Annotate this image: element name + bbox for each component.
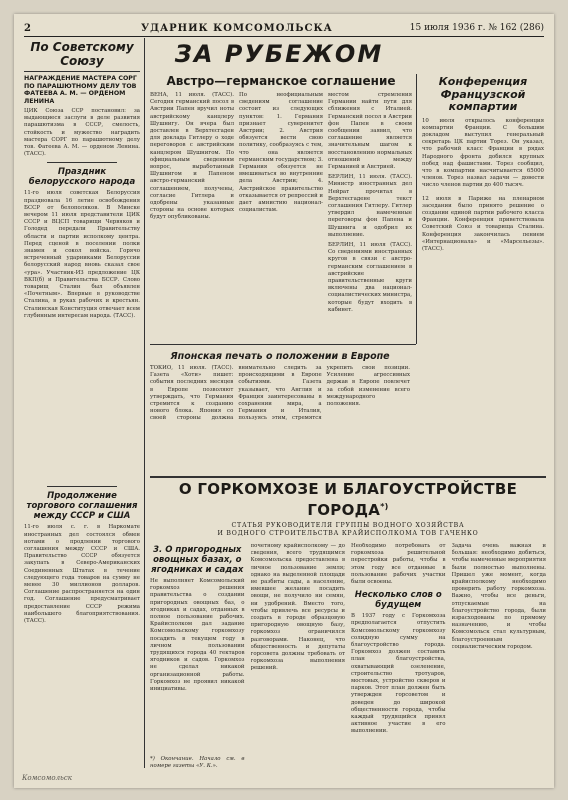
holiday-headline: Праздник белорусского народа	[28, 167, 136, 188]
trade-headline: Продолжение торгового соглашения между СССР и США	[26, 491, 138, 522]
issue-date: 15 июля 1936 г. № 162 (286)	[409, 23, 544, 33]
gorkomkhoz-subtitle-2: И ВОДНОГО СТРОИТЕЛЬСТВА КРАЙИСПОЛКОМА ТОВ ГАЧЕНКО	[217, 530, 479, 537]
conference-text: 10 июля открылось конференция компартии Франции. С большим докладом выступил генеральный секретарь ЦК партии Торез. Он указал, что рабочий класс Франции в рядах Народного фронта добился крупных побед над фашистами. Торез сообщил, что в компартии насчитывается 65000 членов. Торез назвал задачи — довести число членов партии до 400 тысяч.	[422, 117, 544, 189]
conference-text-2: 12 июля в Париже на пленарном заседании было принято решение о создании единой партии рабочего класса Франции. Конференция приветствовала Советский Союз и товарища Сталина. Конференция закончилась пением «Интернационала» и «Марсельезы». (ТАСС).	[422, 195, 544, 252]
award-text: ЦИК Союза ССР постановил: за выдающиеся заслуги в деле развития парашютизма в СССР, смелость, стойкость и мужество наградить мастера СОРГ по парашютному делу тов. Фатеева А. М. — орденом Ленина. (ТАСС).	[24, 108, 140, 158]
page-header	[24, 20, 544, 37]
gorkomkhoz-col-2: почетному крайисполкому — до сведения, всего трудящимся Комсомольска предоставлена в личное пользование земля; однако на выделенной площади не разбиты сады, а население, имевшее желание посадить овощи, не получило ни семян, ни удобрений. Вместо того, чтобы привлечь все ресурсы и создать в городе образцовую пригородную овощную базу, горкомхоз ограничился разговорами. Наконец, что общественность и депутаты горсовета должны требовать от горкомхоза выполнения решений.	[250, 543, 345, 672]
gorkomkhoz-title-text: О ГОРКОМХОЗЕ И БЛАГОУСТРОЙСТВЕ ГОРОДА	[178, 480, 518, 519]
french-party-conference	[422, 76, 544, 476]
japan-press-article	[150, 348, 410, 470]
austro-col-3: местом стремления Германии найти пути для сближения с Италией. Германский посол в Австрии фон Папен в своем сообщении заявил, что соглашение является значительным шагом к восстановлению нормальных отношений между Германией и Австрией.	[328, 92, 412, 171]
rubric-soviet-union: По Советскому Союзу	[30, 40, 134, 68]
gorkomkhoz-footnote: *) Окончание. Начало см. в номере газеты «У. К.».	[150, 756, 245, 770]
holiday-text: 11-го июля советская Белоруссия праздновала 16 летие освобождения БССР от белополяков. В Минске вечером 11 июля представители ЦИК СССР и ВЦСП товарищи Червяков и Голодед передали Правительству области и партии исполкому центра. Перед сценой в поселении полки знамен и сокол войска. Горячо встреченный ударниками Белоруссии белорусский народ вновь сказал свое «ура». Участник-ИЗ предложение ЦК ВКП(б) и Правительства БССР. Слово товарищ Сталин был объявлен «Почетным». Впервые в руководстве Сталина, в руках рабочих и крестьян. Сталинская Конституция отвечает всем глубинным интересам народа. (ТАСС).	[24, 190, 140, 319]
austro-german-title: Австро—германское соглашение	[166, 74, 396, 88]
gorkomkhoz-subtitle-1: СТАТЬЯ РУКОВОДИТЕЛЯ ГРУППЫ ВОДНОГО ХОЗЯЙСТВА	[231, 522, 465, 529]
conference-title: Конференция Французской компартии	[438, 76, 528, 113]
trade-text: 11-го июля с. г. в Наркомате иностранных дел состоялся обмен нотами о продлении торгового соглашения между СССР и США. Правительство СССР обязуется закупать в Северо-Американских Соединенных Штатах в течение следующего года товаров на сумму не менее 30 миллионов долларов. Соглашение распространяется на один год. Соглашение предусматривает предоставление СССР режима наибольшего благоприятствования. (ТАСС).	[24, 524, 140, 625]
berlin-dispatch-2: БЕРЛИН, 11 июля (ТАСС). Со сведениями иностранных кругов в связи с австро-германским соглашением в австрийские правительственные круги включены два национал-социалистических министра, которые будут входить в кабинет.	[328, 242, 412, 313]
austro-german-article	[150, 74, 412, 340]
award-headline: НАГРАЖДЕНИЕ МАСТЕРА СОРГ ПО ПАРАШЮТНОМУ ДЕЛУ ТОВ ФАТЕЕВА А. М. — ОРДЕНОМ ЛЕНИНА	[24, 75, 137, 105]
gorkomkhoz-article	[150, 480, 546, 770]
gorkomkhoz-title	[150, 480, 546, 519]
gorkomkhoz-col-4: Задача очень важная и большая: необходимо добиться, чтобы намеченные мероприятия были полностью выполнены. Пришел уже момент, когда крайисполкому необходимо проверить работу горкомхоза. Важно, чтобы все деньги, отпускаемые на благоустройство города, были израсходованы по прямому назначению, и чтобы Комсомольск стал культурным, благоустроенным социалистическим городом.	[451, 543, 546, 650]
section-future: Несколько слов о будущем	[354, 590, 442, 611]
left-column	[24, 38, 140, 768]
gorkomkhoz-col-3: Необходимо потребовать от горкомхоза решительной перестройки работы, чтобы в этом году все отданные в пользование рабочих участки были освоены.	[351, 543, 446, 586]
abroad-headline: ЗА РУБЕЖОМ	[174, 40, 384, 68]
newspaper-page	[14, 14, 554, 788]
gorkomkhoz-col-3b: В 1937 году с Горкомхоза предполагается отпустить Комсомольскому горкомхозу солидную сумму на благоустройство города. Горкомхоз должен составить план благоустройства, охватывающий озеленение, строительство тротуаров, мостовых, устройство скверов и парков. Этот план должен быть утвержден горсоветом и доведен до широкой общественности города, чтобы каждый трудящийся принял активное участие в его выполнении.	[351, 613, 446, 735]
japan-press-text: ТОКИО, 11 июля. (ТАСС). Газета «Хоти» пишет: события последних месяцев в Европе позволяют утверждать, что Германия стремится к созданию нового блока. Япония со своей стороны должна внимательно следить за происходящими в Европе событиями. Газета указывает, что Англия и Франция заинтересованы в сохранении мира, а Германия и Италия, пользуясь этим, стремятся укрепить свои позиции. Усиление агрессивных держав в Европе повлечет за собой изменение всего международного положения.	[150, 365, 410, 422]
section-vegetable-bases: 3. О пригородных овощных базах, о ягодниках и садах	[151, 545, 244, 575]
handwritten-note: Комсомольск	[22, 774, 72, 782]
austro-col-1: ВЕНА, 11 июля. (ТАСС). Сегодня германский посол в Австрии Папен вручил ноты австрийскому канцлеру Шушнигу. Он вчера был доставлен в Верхтесгаден для доклада Гитлеру о ходе переговоров с австрийским канцлером Шушнигом. По официальным сведениям вопрос, выработанный Шушнигом и Папеном австро-германский соглашением, получены, согласие Гитлера и одобрены указанные стороны на основе которых будут опубликованы.	[150, 92, 234, 221]
gorkomkhoz-col-1: Не выполняет Комсомольский горкомхоз решения правительства о создании пригородных овощных баз, о ягодниках и садах, отданных в полное пользование рабочих. Крайисполком дал задание Комсомольскому горкомхозу посадить в текущем году в личном пользовании трудящихся города 40 гектаров ягодников и садов. Горкомхоз не сделал никакой организационной работы. Горкомхоз не проявил никакой инициативы.	[150, 578, 245, 693]
gorkomkhoz-footnote-ref: *)	[380, 502, 389, 511]
newspaper-title: УДАРНИК КОМСОМОЛЬСКА	[140, 22, 333, 34]
austro-col-2: По неофициальным сведениям соглашение состоит из следующих пунктов: 1. Германия признает суверенитет Австрии; 2. Австрия обязуется вести свою политику, сообразуясь с тем, что она является германским государством; 3. Германия обязуется не вмешиваться во внутренние дела Австрии; 4. Австрийское правительство отказывается от репрессий и дает амнистию национал-социалистам.	[239, 92, 323, 214]
japan-press-title: Японская печать о положении в Европе	[170, 351, 390, 362]
page-number: 2	[24, 22, 31, 34]
berlin-dispatch-1: БЕРЛИН, 11 июля. (ТАСС). Министр иностранных дел Нейрат прочитал в Верхтесгадене текст соглашения Гитлеру. Гитлер утвердил намеченные переговоры фон Папена и Шушнига и одобрил их выполнение.	[328, 174, 412, 238]
